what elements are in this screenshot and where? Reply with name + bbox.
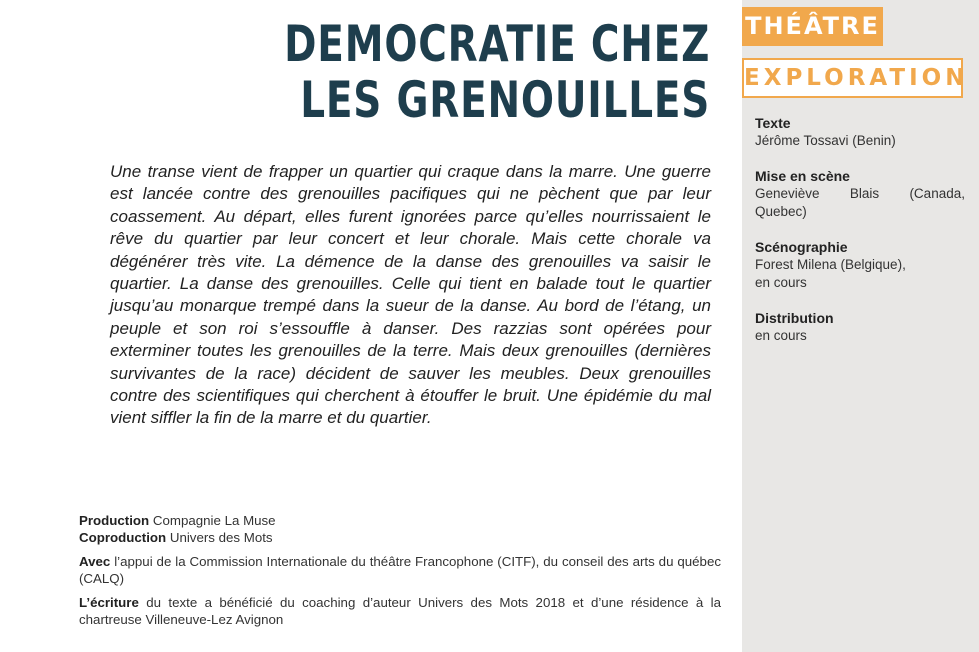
production-value: Compagnie La Muse [149,513,276,528]
mise-en-scene-value-line-1 [755,185,965,203]
page-title [284,16,710,128]
texte-label: Texte [755,115,791,131]
scenographie-label: Scénographie [755,239,848,255]
category-tag-exploration: EXPLORATION [742,58,963,98]
sidebar-info [755,114,965,362]
info-distribution [755,309,965,345]
info-scenographie [755,238,965,292]
page-title-line-1: DEMOCRATIE CHEZ [283,15,710,73]
production-label: Production [79,513,150,528]
mise-en-scene-word-1: Geneviève [755,186,820,201]
coproduction-label: Coproduction [79,530,167,545]
info-mise-en-scene [755,167,965,221]
credits-section [79,512,721,628]
scenographie-value [755,256,965,292]
mise-en-scene-word-2: Blais [849,186,880,201]
distribution-value: en cours [755,328,807,343]
coproduction-line [79,529,721,546]
coproduction-value: Univers des Mots [166,530,273,545]
writing-label: L’écriture [79,595,139,610]
support-label: Avec [79,554,111,569]
production-line [79,512,721,529]
mise-en-scene-label: Mise en scène [755,168,850,184]
info-texte [755,114,965,150]
mise-en-scene-value [755,185,965,221]
scenographie-value-line-1: Forest Milena (Belgique), [755,257,906,272]
mise-en-scene-word-3: (Canada, [909,186,965,201]
support-line [79,553,721,587]
writing-line [79,594,721,628]
texte-value: Jérôme Tossavi (Benin) [755,133,896,148]
category-tag-theatre: THÉÂTRE [742,7,883,46]
scenographie-value-line-2: en cours [755,275,807,290]
synopsis-text: Une transe vient de frapper un quartier qui craque dans la marre. Une guerre est lancée contre des grenouilles pacifiques qui ne pèchent que par leur coassement. Au départ, elles furent ignorées parce qu’elles nourrissaient le rêve du quartier par leur concert et leur chorale. Mais cette chorale va dégénérer très vite. La démence de la danse des grenouilles va saisir le quartier. La danse des grenouilles. Celle qui tient en balade tout le quartier jusqu’au monarque trempé dans la sueur de la danse. Au bord de l’étang, un peuple et son roi s’essouffle à danser. Des razzias sont opérées pour exterminer toutes les grenouilles de la terre. Mais deux grenouilles (dernières survivantes de la race) décident de sauver les meubles. Deux grenouilles contre des scientifiques qui cherchent à étouffer le bruit. Une épidémie du mal vient siffler la fin de la marre et du quartier. [110,162,711,428]
writing-value: du texte a bénéficié du coaching d’auteur Univers des Mots 2018 et d’une résidence à la chartreuse Villeneuve-Lez Avignon [79,595,721,627]
support-value: l’appui de la Commission Internationale du théâtre Francophone (CITF), du conseil des arts du québec (CALQ) [79,554,721,586]
page-title-line-2: LES GRENOUILLES [300,71,710,129]
distribution-label: Distribution [755,310,834,326]
mise-en-scene-value-line-2: Quebec) [755,204,807,219]
